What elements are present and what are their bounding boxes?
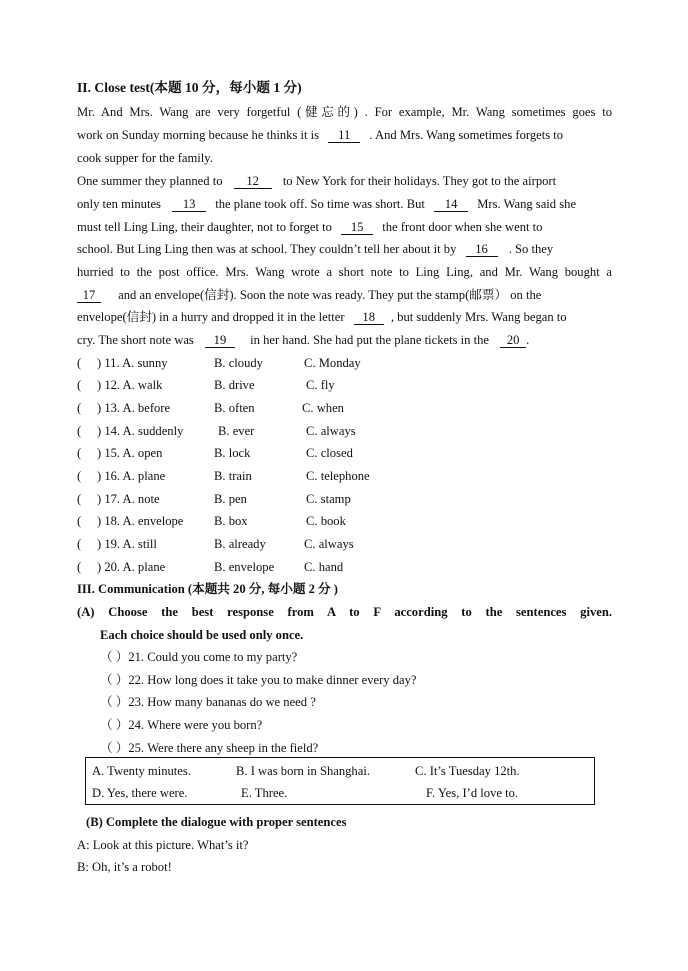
passage-line-2: work on Sunday morning because he thinks it is 11 . And Mrs. Wang sometimes forgets to [77, 128, 564, 142]
passage-line-11: cry. The short note was 19 in her hand. She had put the plane tickets in the 20 . [77, 333, 530, 347]
part-a-instruction-line-2: Each choice should be used only once. [100, 628, 304, 642]
passage-line-6: must tell Ling Ling, their daughter, not to forget to 15 the front door when she went to [77, 220, 543, 234]
passage-line-9: 17 and an envelope(信封). Soon the note was ready. They put the stamp(邮票） on the [77, 287, 541, 303]
question-21[interactable]: （ ）21. Could you come to my party? [100, 650, 298, 664]
dialogue-line-1: A: Look at this picture. What’s it? [77, 838, 249, 852]
option-e: E. Three. [241, 786, 288, 800]
blank-17: 17 [77, 288, 101, 303]
blank-15: 15 [341, 220, 373, 235]
blank-18: 18 [354, 310, 384, 325]
passage-line-8: hurried to the post office. Mrs. Wang wrote a short note to Ling Ling, and Mr. Wang bought a [77, 265, 612, 279]
section-2-heading: II. Close test(本题 10 分，每小题 1 分) [77, 80, 302, 95]
passage-line-10: envelope(信封) in a hurry and dropped it in the letter 18 , but suddenly Mrs. Wang began to [77, 310, 567, 324]
option-d: D. Yes, there were. [92, 786, 188, 800]
blank-20: 20 [500, 333, 526, 348]
passage-line-1: Mr. And Mrs. Wang are very forgetful (健忘的) . For example, Mr. Wang sometimes goes to [77, 105, 612, 119]
question-22[interactable]: （ ）22. How long does it take you to make dinner every day? [100, 673, 417, 687]
blank-13: 13 [172, 197, 206, 212]
dialogue-line-2: B: Oh, it’s a robot! [77, 860, 172, 874]
part-b-heading: (B) Complete the dialogue with proper sentences [86, 815, 347, 829]
section-3-heading: III. Communication (本题共 20 分, 每小题 2 分 ) [77, 582, 338, 596]
question-25[interactable]: （ ）25. Were there any sheep in the field? [100, 741, 319, 755]
option-b: B. I was born in Shanghai. [236, 764, 370, 778]
passage-line-3: cook supper for the family. [77, 151, 213, 165]
question-23[interactable]: （ ）23. How many bananas do we need ? [100, 695, 316, 709]
passage-line-4: One summer they planned to 12 to New York for their holidays. They got to the airport [77, 174, 557, 188]
blank-12: 12 [234, 174, 272, 189]
exam-page: II. Close test(本题 10 分，每小题 1 分) Mr. And Mrs. Wang are very forgetful (健忘的) . For example, Mr. Wang sometimes goes to work on Sunday morning because he thinks it is 11 . And Mrs. Wang sometimes forgets to cook supper for the family. One summer they planned to 12 to New York for their holidays. They got to the airport only ten minutes 13 the plane took off. So time was short. But 14 Mrs. Wang said she must tell Ling Ling, their daughter, not to forget to 15 the front door when she went to school. But Ling Ling then was at school. They couldn’t tell her about it by 16 . So they hurried to the post office. Mrs. Wang wrote a short note to Ling Ling, and Mr. Wang bought a 17 and an envelope(信封). Soon the note was ready. They put the stamp(邮票） on the envelope(信封) in a hurry and dropped it in the letter 18 , but suddenly Mrs. Wang began to cry. The short note was 19 in her hand. She had put the plane tickets in the 20 . ( ) 11. A. sunny B. cloudy C. Monday ( ) 12. A. walk B. drive C. fly ( ) 13. A. before B. often C. when ( ) 14. A. suddenly B. ever C. always ( ) 15. A. open B. lock C. closed ( ) 16. A. plane B. train C. telephone ( ) 17. A. note B. pen C. stamp ( ) 18. A. envelope B. box C. book ( ) 19. A. still B. already C. always ( ) 20. A. plane B. envelope C. hand III. Communication (本题共 20 分, 每小题 2 分 ) (A) Choose the best response from A to F according to the sentences given. Each choice should be used only once. （ ）21. Could you come to my party? （ ）22. How long does it take you to make dinner every day? （ ）23. How many bananas do we need ? （ ）24. Where were you born? （ ）25. Were there any sheep in the field? A. Twenty minutes. B. I was born in Shanghai. C. It’s Tuesday 12th. D. Yes, there were. E. Three. F. Yes, I’d love to. (B) Complete the dialogue with proper sentences A: Look at this picture. What’s it? B: Oh, it’s a robot! [77, 80, 612, 874]
blank-11: 11 [328, 128, 360, 143]
option-a: A. Twenty minutes. [92, 764, 191, 778]
part-a-instruction-line-1: (A) Choose the best response from A to F according to the sentences given. [77, 605, 612, 619]
blank-16: 16 [466, 242, 498, 257]
blank-14: 14 [434, 197, 468, 212]
blank-19: 19 [205, 333, 235, 348]
option-f: F. Yes, I’d love to. [426, 786, 519, 800]
option-c: C. It’s Tuesday 12th. [415, 764, 520, 778]
passage-line-7: school. But Ling Ling then was at school. They couldn’t tell her about it by 16 . So they [77, 242, 554, 256]
question-24[interactable]: （ ）24. Where were you born? [100, 718, 263, 732]
passage-line-5: only ten minutes 13 the plane took off. So time was short. But 14 Mrs. Wang said she [77, 197, 577, 211]
options-box [85, 757, 595, 805]
